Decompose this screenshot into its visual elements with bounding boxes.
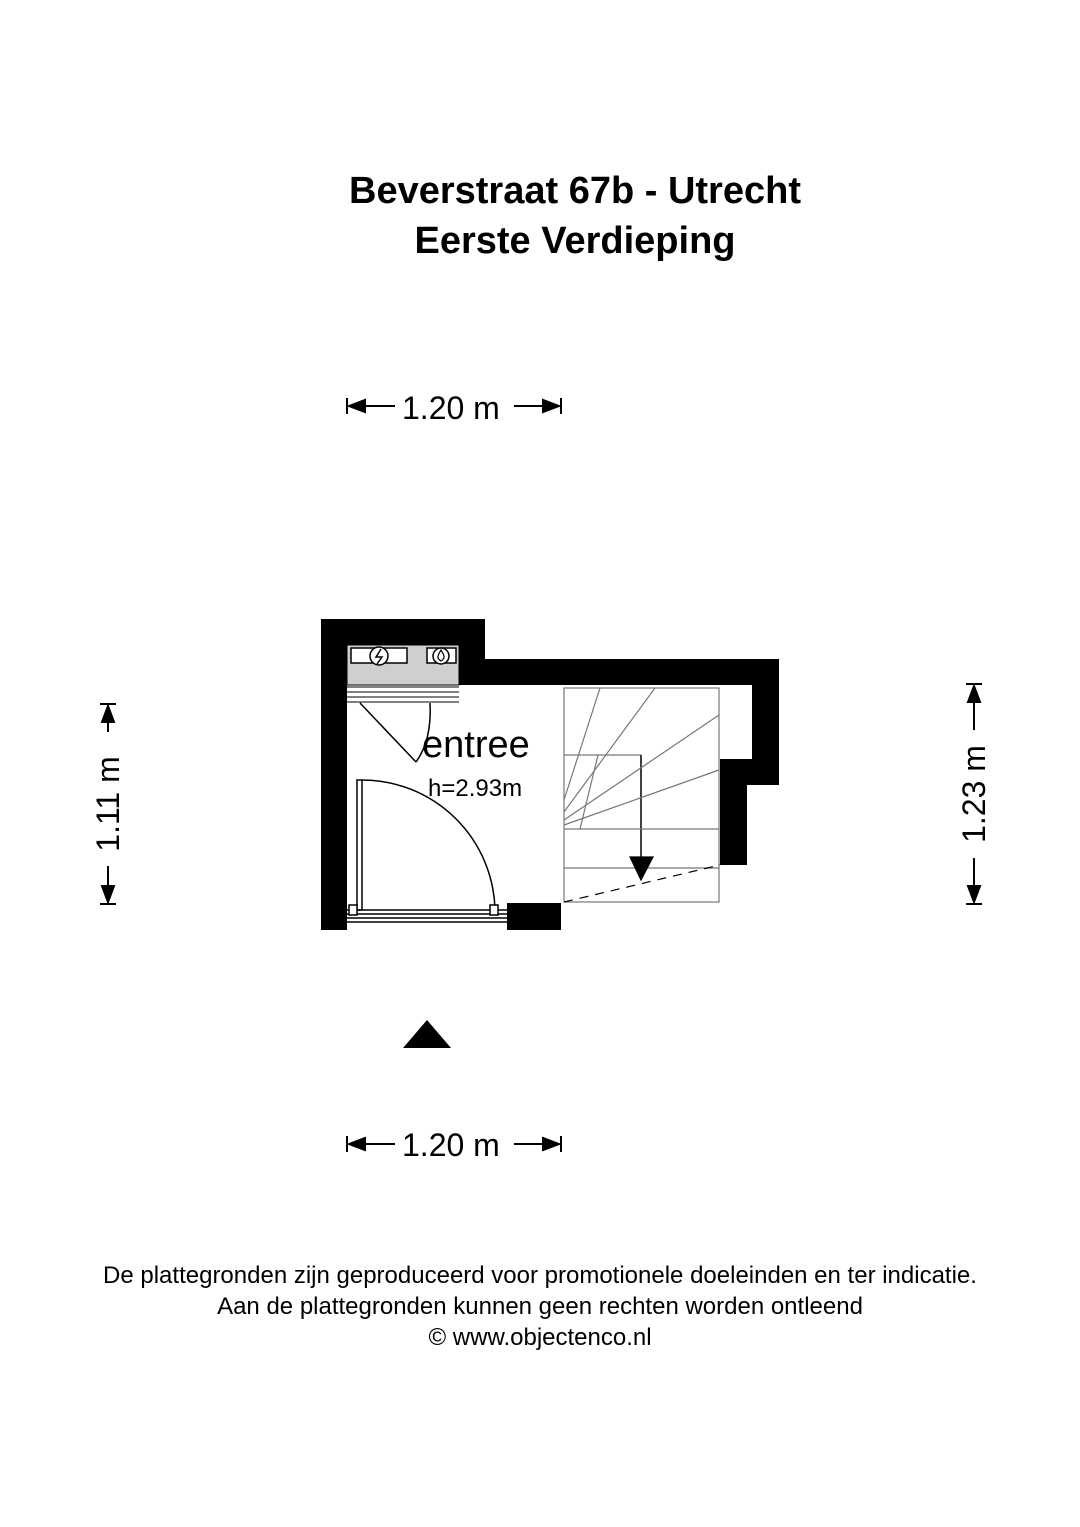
floorplan-title: Beverstraat 67b - Utrecht [349, 170, 801, 212]
electricity-meter-icon [351, 647, 407, 665]
dimension-label-top: 1.20 m [402, 390, 500, 426]
disclaimer-line-1: De plattegronden zijn geproduceerd voor promotionele doeleinden en ter indicatie. [103, 1262, 977, 1289]
copyright-line: © www.objectenco.nl [428, 1324, 652, 1351]
dimension-label-right: 1.23 m [956, 745, 992, 843]
disclaimer-line-2: Aan de plattegronden kunnen geen rechten worden ontleend [217, 1293, 863, 1320]
room-name: entree [422, 724, 530, 766]
meter-cabinet [347, 645, 459, 702]
orientation-triangle-icon [403, 1020, 451, 1048]
dimension-label-bottom: 1.20 m [402, 1127, 500, 1163]
room-height: h=2.93m [428, 775, 523, 802]
water-meter-icon [427, 648, 456, 664]
floor-name: Eerste Verdieping [414, 220, 736, 262]
cabinet-door [360, 703, 430, 762]
dimension-label-left: 1.11 m [90, 756, 126, 852]
staircase [564, 688, 720, 902]
